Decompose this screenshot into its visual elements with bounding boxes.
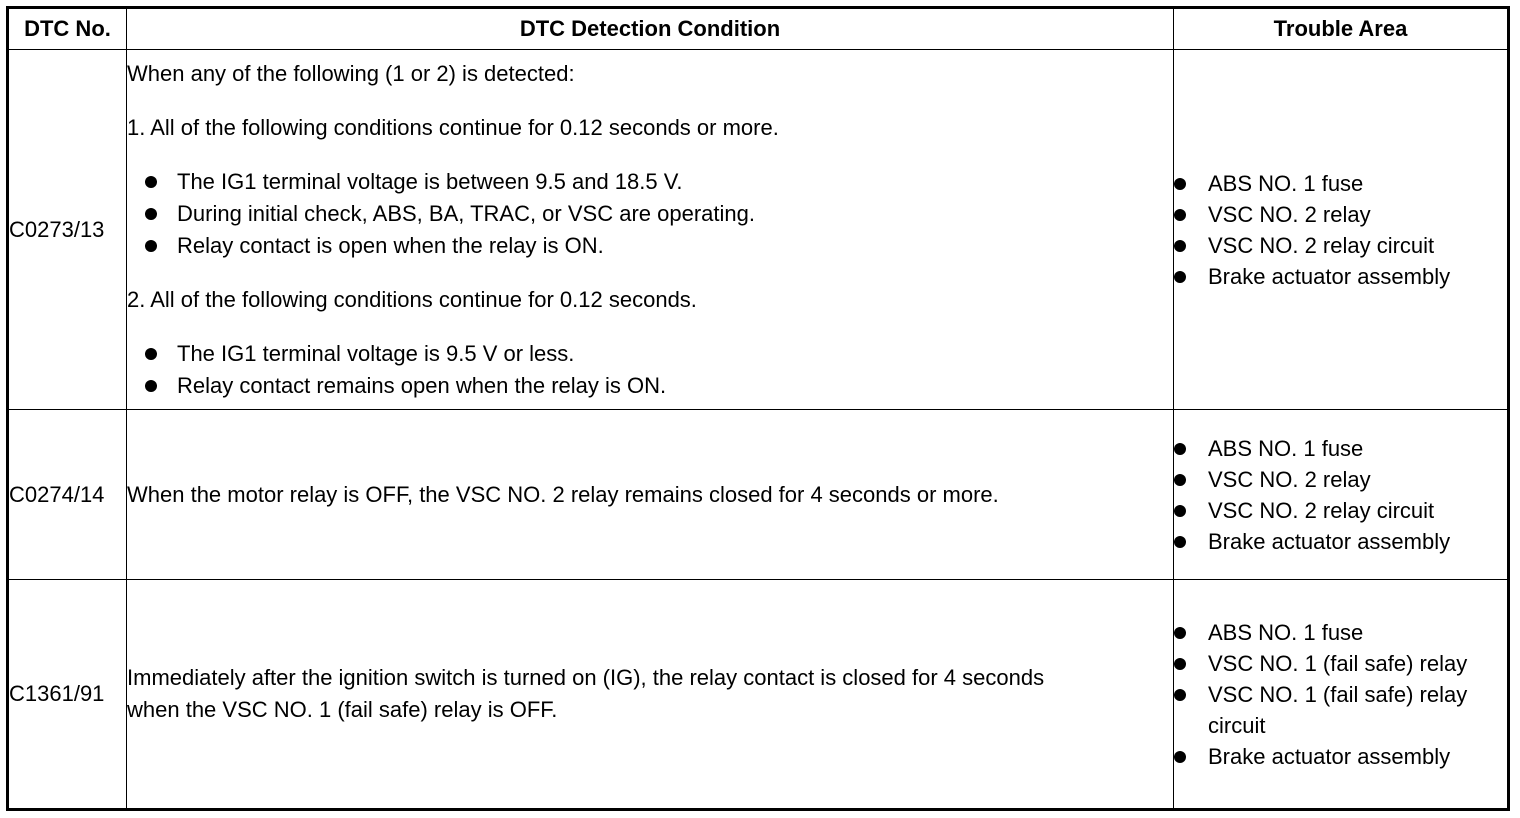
trouble-area xyxy=(1174,580,1509,810)
list-item: VSC NO. 2 relay circuit xyxy=(1174,495,1507,526)
list-item: VSC NO. 2 relay circuit xyxy=(1174,230,1507,261)
trouble-area xyxy=(1174,410,1509,580)
trouble-area-list xyxy=(1174,433,1507,557)
bullet-icon xyxy=(1174,536,1186,548)
list-item: VSC NO. 2 relay xyxy=(1174,199,1507,230)
condition-text: Immediately after the ignition switch is turned on (IG), the relay contact is closed for 4 seconds when the VSC NO. 1 (fail safe) relay is OFF. xyxy=(127,665,1045,722)
list-item: Relay contact remains open when the relay is ON. xyxy=(127,370,1173,402)
condition-list xyxy=(127,166,1173,262)
bullet-icon xyxy=(1174,443,1186,455)
header-dtc-no: DTC No. xyxy=(8,8,127,50)
detection-condition: When the motor relay is OFF, the VSC NO. 2 relay remains closed for 4 seconds or more. xyxy=(127,410,1174,580)
detection-condition xyxy=(127,580,1174,810)
header-detection-condition: DTC Detection Condition xyxy=(127,8,1174,50)
trouble-area-list xyxy=(1174,617,1507,772)
condition-intro: When any of the following (1 or 2) is detected: xyxy=(127,60,575,86)
trouble-area-list xyxy=(1174,168,1507,292)
dtc-code: C0274/14 xyxy=(8,410,127,580)
trouble-area xyxy=(1174,50,1509,410)
bullet-icon xyxy=(1174,689,1186,701)
list-item: During initial check, ABS, BA, TRAC, or VSC are operating. xyxy=(127,198,1173,230)
dtc-document xyxy=(6,6,1507,809)
bullet-icon xyxy=(1174,505,1186,517)
detection-condition xyxy=(127,50,1174,410)
list-item: ABS NO. 1 fuse xyxy=(1174,433,1507,464)
list-item: Brake actuator assembly xyxy=(1174,526,1507,557)
list-item: VSC NO. 2 relay xyxy=(1174,464,1507,495)
list-item: ABS NO. 1 fuse xyxy=(1174,168,1507,199)
bullet-icon xyxy=(145,380,157,392)
list-item: ABS NO. 1 fuse xyxy=(1174,617,1507,648)
bullet-icon xyxy=(145,176,157,188)
dtc-table xyxy=(6,6,1510,811)
table-row xyxy=(8,580,1509,810)
table-header-row xyxy=(8,8,1509,50)
header-trouble-area: Trouble Area xyxy=(1174,8,1509,50)
list-item: Relay contact is open when the relay is ON. xyxy=(127,230,1173,262)
bullet-icon xyxy=(145,348,157,360)
condition-list xyxy=(127,338,1173,402)
list-item: Brake actuator assembly xyxy=(1174,741,1507,772)
condition-group-title: 1. All of the following conditions continue for 0.12 seconds or more. xyxy=(127,114,779,140)
bullet-icon xyxy=(1174,751,1186,763)
bullet-icon xyxy=(1174,658,1186,670)
dtc-code: C0273/13 xyxy=(8,50,127,410)
list-item: VSC NO. 1 (fail safe) relay xyxy=(1174,648,1507,679)
bullet-icon xyxy=(1174,627,1186,639)
bullet-icon xyxy=(145,240,157,252)
list-item: The IG1 terminal voltage is between 9.5 and 18.5 V. xyxy=(127,166,1173,198)
list-item: VSC NO. 1 (fail safe) relay circuit xyxy=(1174,679,1507,741)
bullet-icon xyxy=(1174,474,1186,486)
bullet-icon xyxy=(1174,240,1186,252)
list-item: Brake actuator assembly xyxy=(1174,261,1507,292)
condition-group-title: 2. All of the following conditions continue for 0.12 seconds. xyxy=(127,286,697,312)
dtc-code: C1361/91 xyxy=(8,580,127,810)
bullet-icon xyxy=(1174,178,1186,190)
table-row xyxy=(8,50,1509,410)
bullet-icon xyxy=(1174,209,1186,221)
bullet-icon xyxy=(1174,271,1186,283)
table-row xyxy=(8,410,1509,580)
list-item: The IG1 terminal voltage is 9.5 V or less. xyxy=(127,338,1173,370)
bullet-icon xyxy=(145,208,157,220)
